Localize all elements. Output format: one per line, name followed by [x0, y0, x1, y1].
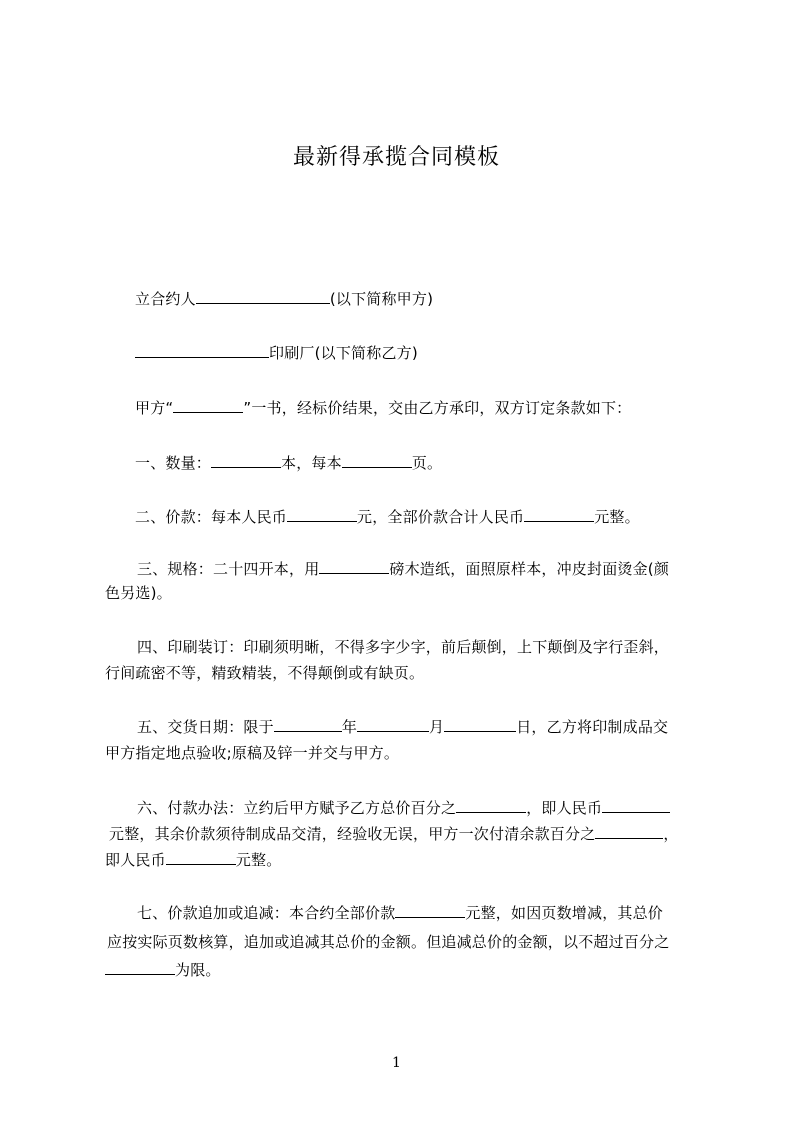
text: 六、付款办法：立约后甲方赋予乙方总价百分之 — [137, 799, 457, 817]
intro-line — [105, 395, 735, 422]
text: 元整。 — [235, 851, 282, 869]
blank-balance-percent[interactable] — [595, 823, 663, 839]
text: ”一书，经标价结果，交由乙方承印，双方订定条款如下： — [243, 399, 632, 417]
clause-4-printing: 四、印刷装订：印刷须明晰，不得多字少字，前后颠倒，上下颠倒及字行歪斜， — [137, 638, 670, 656]
blank-contract-total[interactable] — [395, 902, 465, 918]
text: 为限。 — [175, 961, 221, 979]
blank-advance-percent[interactable] — [456, 797, 526, 813]
blank-book-title[interactable] — [173, 397, 243, 413]
clause-6-payment — [105, 795, 737, 822]
clause-7-adjustment-cont: 应按实际页数核算，追加或追减其总价的金额。但追减总价的金额，以不超过百分之 — [107, 933, 670, 951]
text: 甲方“ — [135, 399, 174, 417]
party-b-line — [105, 340, 735, 367]
text: ， — [663, 825, 679, 843]
party-a-line — [105, 286, 735, 313]
clause-4-printing-cont: 行间疏密不等，精致精装，不得颠倒或有缺页。 — [105, 664, 425, 682]
text: 二、价款：每本人民币 — [135, 508, 288, 526]
text: 即人民币 — [105, 851, 166, 869]
text: 月 — [429, 718, 445, 736]
blank-year[interactable] — [274, 716, 342, 732]
clause-6-payment-cont — [105, 821, 709, 848]
blank-reduction-limit[interactable] — [105, 959, 175, 975]
text: 页。 — [411, 454, 443, 472]
clause-7-adjustment — [105, 900, 737, 927]
blank-balance-amount[interactable] — [166, 849, 236, 865]
text: 七、价款追加或追减：本合约全部价款 — [137, 904, 396, 922]
text: 磅木造纸，面照原样本，冲皮封面烫金(颜 — [389, 560, 670, 578]
blank-day[interactable] — [444, 716, 516, 732]
text: 元整，如因页数增减，其总价 — [465, 904, 664, 922]
blank-month[interactable] — [357, 716, 429, 732]
blank-quantity[interactable] — [211, 452, 281, 468]
text: ，即人民币 — [526, 799, 603, 817]
blank-unit-price[interactable] — [287, 506, 357, 522]
clause-3-spec-cont: 色另选)。 — [105, 584, 172, 602]
text: 三、规格：二十四开本，用 — [137, 560, 320, 578]
text: (以下简称甲方) — [329, 290, 434, 308]
clause-5-delivery — [105, 714, 737, 741]
clause-6-payment-cont-2 — [105, 847, 705, 874]
blank-total-price[interactable] — [524, 506, 594, 522]
clause-2-price — [105, 504, 735, 531]
text: 立合约人 — [135, 290, 196, 308]
text: 五、交货日期：限于 — [137, 718, 274, 736]
text: 印刷厂(以下简称乙方) — [269, 344, 418, 362]
text: 年 — [341, 718, 358, 736]
clause-1-quantity — [105, 450, 735, 477]
clause-7-adjustment-cont-2 — [105, 957, 705, 984]
clause-3-spec — [105, 556, 737, 583]
text: 元整，其余价款须待制成品交清，经验收无误，甲方一次付清余款百分之 — [109, 825, 596, 843]
text: 本，每本 — [281, 454, 342, 472]
blank-paper-weight[interactable] — [319, 558, 389, 574]
blank-party-b[interactable] — [135, 342, 269, 358]
page-number: 1 — [392, 1055, 401, 1071]
text: 元，全部价款合计人民币 — [357, 508, 525, 526]
text: 一、数量： — [135, 454, 212, 472]
document-title: 最新得承揽合同模板 — [292, 145, 500, 170]
blank-pages[interactable] — [342, 452, 412, 468]
blank-party-a[interactable] — [196, 288, 330, 304]
text: 元整。 — [594, 508, 640, 526]
clause-5-delivery-cont: 甲方指定地点验收;原稿及锌一并交与甲方。 — [105, 744, 400, 762]
text: 日，乙方将印制成品交 — [516, 718, 669, 736]
blank-advance-amount[interactable] — [602, 797, 670, 813]
